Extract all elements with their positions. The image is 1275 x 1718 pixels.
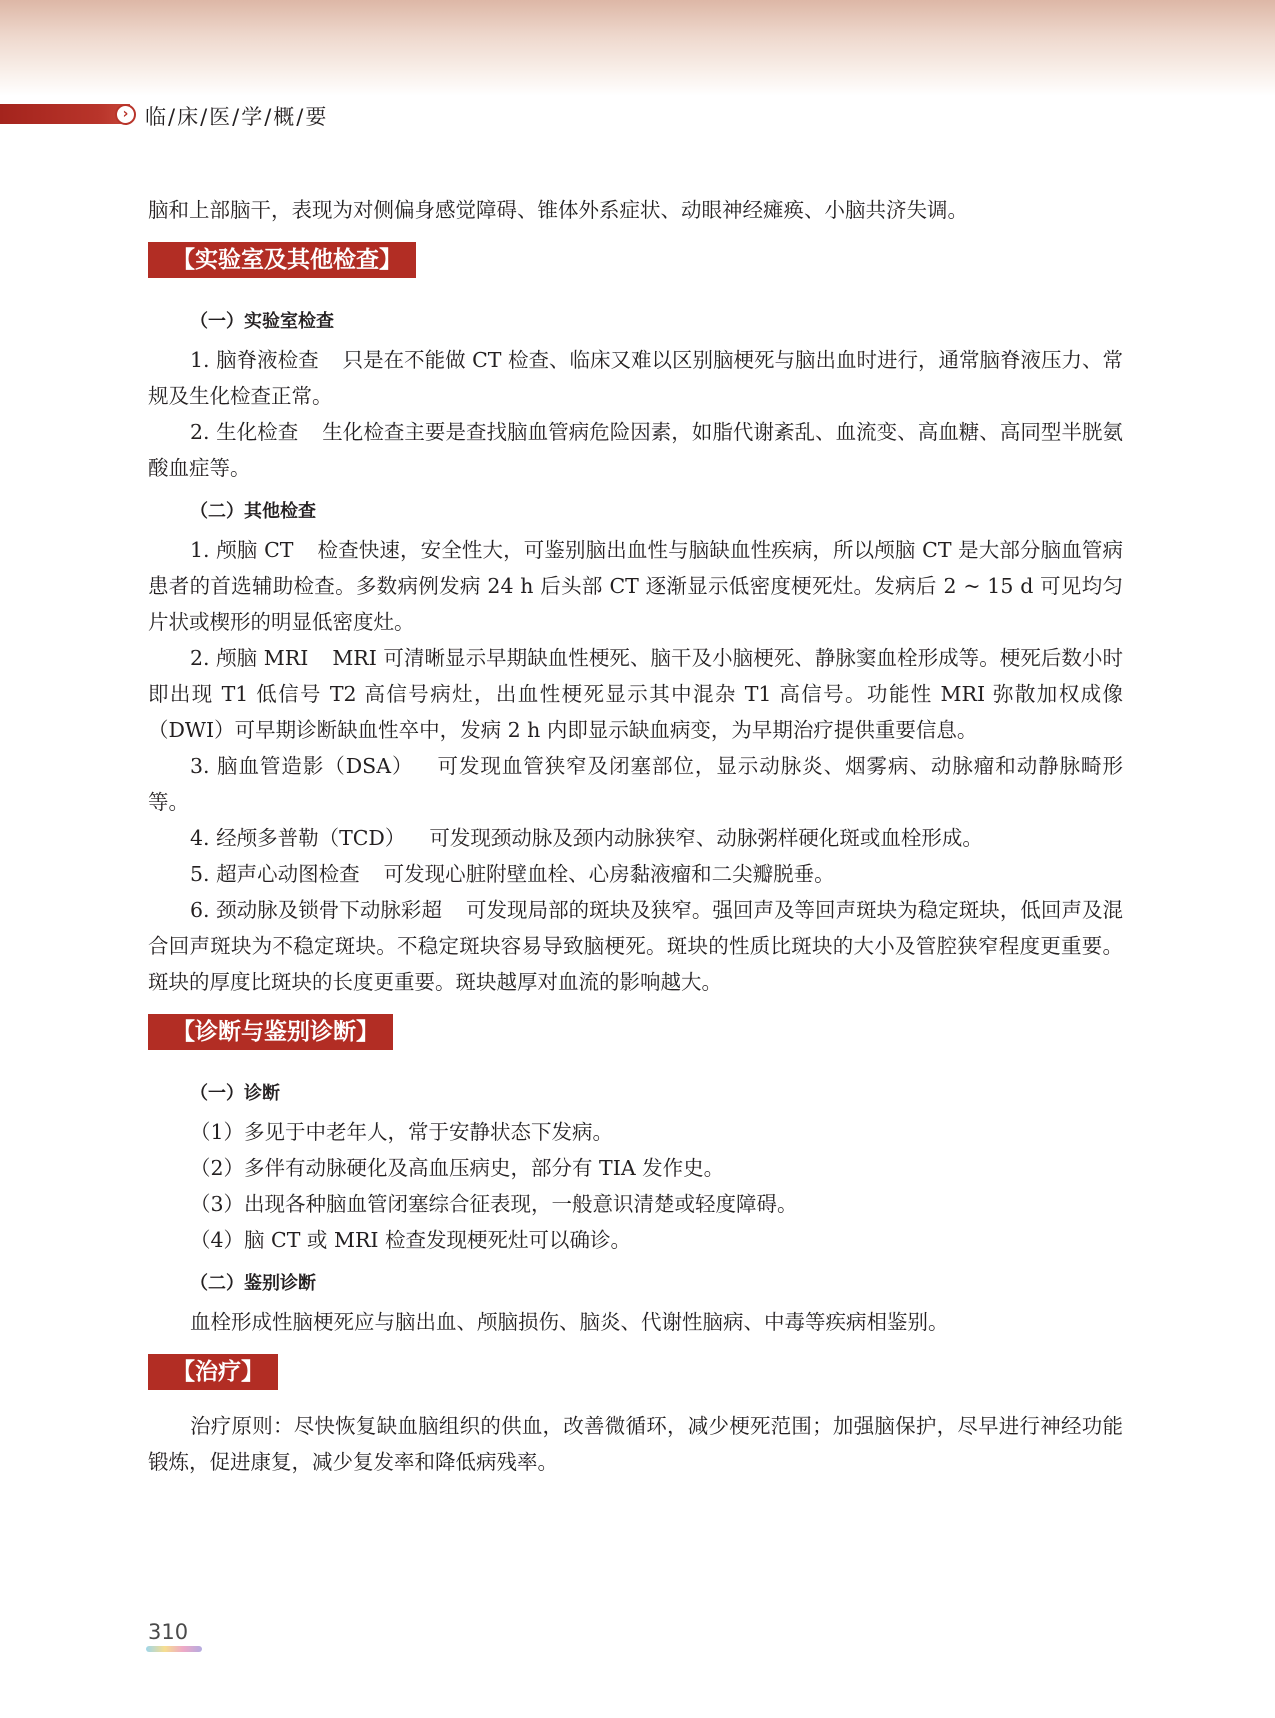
treatment-paragraph: 治疗原则：尽快恢复缺血脑组织的供血，改善微循环，减少梗死范围；加强脑保护，尽早进行神经功能锻炼，促进康复，减少复发率和降低病残率。 (148, 1414, 1123, 1474)
book-title: 临/床/医/学/概/要 (145, 105, 329, 129)
other-item (148, 748, 1123, 820)
subheading-other-tests: （二）其他检查 (190, 501, 316, 522)
lab-item-term: 2. 生化检查 (190, 420, 299, 444)
subheading-diagnosis: （一）诊断 (190, 1083, 280, 1104)
subheading-lab-tests: （一）实验室检查 (190, 311, 334, 332)
lab-item-term: 1. 脑脊液检查 (190, 348, 319, 372)
other-item-term: 4. 经颅多普勒（TCD） (190, 826, 406, 850)
other-item (148, 820, 1123, 856)
other-item-term: 2. 颅脑 MRI (190, 646, 309, 670)
subheading-differential: （二）鉴别诊断 (190, 1273, 316, 1294)
other-item (148, 856, 1123, 892)
other-item-text: 可发现局部的斑块及狭窄。强回声及等回声斑块为稳定斑块，低回声及混合回声斑块为不稳定斑块。不稳定斑块容易导致脑梗死。斑块的性质比斑块的大小及管腔狭窄程度更重要。斑块的厚度比斑块的长度更重要。斑块越厚对血流的影响越大。 (148, 898, 1124, 994)
arrow-right-circle-icon: › (115, 104, 136, 125)
lab-item (148, 342, 1123, 414)
section-heading-lab: 【实验室及其他检查】 (148, 242, 416, 278)
diagnosis-item: （2）多伴有动脉硬化及高血压病史，部分有 TIA 发作史。 (190, 1156, 725, 1180)
other-item-text: MRI 可清晰显示早期缺血性梗死、脑干及小脑梗死、静脉窦血栓形成等。梗死后数小时即出现 T1 低信号 T2 高信号病灶，出血性梗死显示其中混杂 T1 高信号。功能性 MRI 弥散加权成像（DWI）可早期诊断缺血性卒中，发病 2 h 内即显示缺血病变，为早期治疗提供重要信息。 (148, 646, 1123, 742)
differential-paragraph: 血栓形成性脑梗死应与脑出血、颅脑损伤、脑炎、代谢性脑病、中毒等疾病相鉴别。 (190, 1310, 949, 1334)
page-number-decoration (146, 1646, 202, 1652)
other-item (148, 532, 1123, 640)
other-item-text: 可发现颈动脉及颈内动脉狭窄、动脉粥样硬化斑或血栓形成。 (429, 826, 983, 850)
other-item-text: 可发现血管狭窄及闭塞部位，显示动脉炎、烟雾病、动脉瘤和动静脉畸形等。 (148, 754, 1124, 814)
lab-item-text: 生化检查主要是查找脑血管病危险因素，如脂代谢紊乱、血流变、高血糖、高同型半胱氨酸血症等。 (148, 420, 1124, 480)
lab-item (148, 414, 1123, 486)
section-heading-diagnosis: 【诊断与鉴别诊断】 (148, 1014, 393, 1050)
other-item-term: 5. 超声心动图检查 (190, 862, 360, 886)
intro-paragraph: 脑和上部脑干，表现为对侧偏身感觉障碍、锥体外系症状、动眼神经瘫痪、小脑共济失调。 (148, 198, 968, 222)
diagnosis-item: （1）多见于中老年人，常于安静状态下发病。 (190, 1120, 614, 1144)
page-number: 310 (148, 1620, 189, 1644)
diagnosis-item: （3）出现各种脑血管闭塞综合征表现，一般意识清楚或轻度障碍。 (190, 1192, 798, 1216)
page-content (148, 192, 1123, 1480)
diagnosis-item: （4）脑 CT 或 MRI 检查发现梗死灶可以确诊。 (190, 1228, 631, 1252)
section-heading-treatment: 【治疗】 (148, 1354, 278, 1390)
header-accent-bar (0, 104, 130, 124)
other-item-text: 可发现心脏附壁血栓、心房黏液瘤和二尖瓣脱垂。 (383, 862, 835, 886)
other-item-term: 6. 颈动脉及锁骨下动脉彩超 (190, 898, 442, 922)
other-item-text: 检查快速，安全性大，可鉴别脑出血性与脑缺血性疾病，所以颅脑 CT 是大部分脑血管病患者的首选辅助检查。多数病例发病 24 h 后头部 CT 逐渐显示低密度梗死灶。发病后 2 ~ 15 d 可见均匀片状或楔形的明显低密度灶。 (148, 538, 1124, 634)
lab-item-text: 只是在不能做 CT 检查、临床又难以区别脑梗死与脑出血时进行，通常脑脊液压力、常规及生化检查正常。 (148, 348, 1124, 408)
other-item (148, 892, 1123, 1000)
other-item-term: 1. 颅脑 CT (190, 538, 294, 562)
top-gradient-band (0, 0, 1275, 96)
other-item (148, 640, 1123, 748)
other-item-term: 3. 脑血管造影（DSA） (190, 754, 414, 778)
